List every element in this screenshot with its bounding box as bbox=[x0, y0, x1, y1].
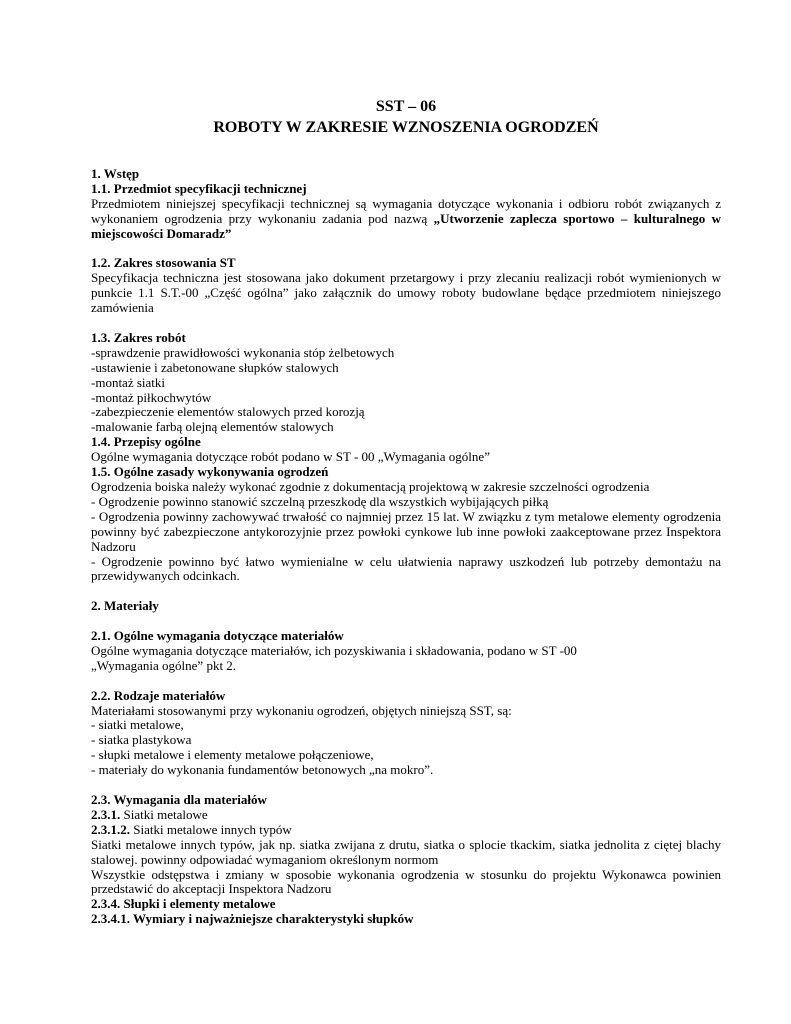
list-item: -montaż siatki bbox=[91, 374, 166, 390]
section-1-1-text: Przedmiotem niniejszej specyfikacji technicznej są wymagania dotyczące wykonania i odbioru robót związanych z wykonaniem ogrodzenia przy wykonaniu zadania pod nazwą „Utworzenie zaplecza sportowo – kulturalnego w miejscowości Domaradz” bbox=[91, 195, 721, 241]
project-name: „Utworzenie zaplecza sportowo – kulturalnego w miejscowości Domaradz” bbox=[91, 210, 721, 241]
section-1-1-heading: 1.1. Przedmiot specyfikacji technicznej bbox=[91, 180, 307, 196]
section-2-3-1: 2.3.1. Siatki metalowe bbox=[91, 806, 208, 822]
list-item: -montaż piłkochwytów bbox=[91, 389, 212, 405]
section-2-heading: 2. Materiały bbox=[91, 598, 159, 614]
document-code: SST – 06 bbox=[375, 98, 437, 115]
paragraph: Wszystkie odstępstwa i zmiany w sposobie wykonania ogrodzenia w stosunku do projektu Wykonawca powinien przedstawić do akceptacji Inspektora Nadzoru bbox=[91, 866, 721, 897]
section-2-3-4-1-heading: 2.3.4.1. Wymiary i najważniejsze charakterystyki słupków bbox=[91, 911, 414, 927]
list-item: -zabezpieczenie elementów stalowych przed korozją bbox=[91, 404, 365, 420]
list-item: - siatki metalowe, bbox=[91, 717, 184, 733]
document-title: ROBOTY W ZAKRESIE WZNOSZENIA OGRODZEŃ bbox=[213, 119, 599, 136]
list-item: -ustawienie i zabetonowane słupków stalowych bbox=[91, 359, 339, 375]
paragraph: - Ogrodzenie powinno być łatwo wymienialne w celu ułatwienia naprawy uszkodzeń lub potrzeby demontażu na przewidywanych odcinkach. bbox=[91, 553, 721, 584]
section-1-heading: 1. Wstęp bbox=[91, 166, 140, 181]
paragraph: Ogrodzenia boiska należy wykonać zgodnie z dokumentacją projektową w zakresie szczelności ogrodzenia bbox=[91, 479, 650, 494]
list-item: - materiały do wykonania fundamentów betonowych „na mokro”. bbox=[91, 762, 434, 778]
paragraph: - Ogrodzenia powinny zachowywać trwałość co najmniej przez 15 lat. W związku z tym metalowe elementy ogrodzenia powinny być zabezpieczone antykorozyjnie przez powłoki cynkowe lub inne powłoki zaakceptowane przez Inspektora Nadzoru bbox=[91, 508, 721, 554]
paragraph: „Wymagania ogólne” pkt 2. bbox=[91, 657, 237, 673]
list-item: -malowanie farbą olejną elementów stalowych bbox=[91, 419, 334, 435]
section-1-5-heading: 1.5. Ogólne zasady wykonywania ogrodzeń bbox=[91, 464, 329, 480]
list-item: -sprawdzenie prawidłowości wykonania stóp żelbetowych bbox=[91, 344, 395, 360]
paragraph: Siatki metalowe innych typów, jak np. siatka zwijana z drutu, siatka o splocie tkackim, siatka jednolita z ciętej blachy stalowej. powinny odpowiadać wymaganiom określonym normom bbox=[91, 836, 721, 867]
paragraph: - Ogrodzenie powinno stanowić szczelną przeszkodę dla wszystkich wybijających piłką bbox=[91, 493, 549, 509]
list-item: - słupki metalowe i elementy metalowe połączeniowe, bbox=[91, 747, 374, 763]
section-2-2-heading: 2.2. Rodzaje materiałów bbox=[91, 687, 226, 703]
section-2-3-heading: 2.3. Wymagania dla materiałów bbox=[91, 791, 267, 807]
section-1-2-heading: 1.2. Zakres stosowania ST bbox=[91, 255, 236, 271]
paragraph: Materiałami stosowanymi przy wykonaniu ogrodzeń, objętych niniejszą SST, są: bbox=[91, 702, 512, 718]
section-2-3-1-2: 2.3.1.2. Siatki metalowe innych typów bbox=[91, 821, 292, 837]
section-1-4-text: Ogólne wymagania dotyczące robót podano w ST - 00 „Wymagania ogólne” bbox=[91, 449, 490, 465]
document-page bbox=[91, 96, 721, 927]
list-item: - siatka plastykowa bbox=[91, 732, 192, 748]
paragraph: Ogólne wymagania dotyczące materiałów, ich pozyskiwania i składowania, podano w ST -00 bbox=[91, 642, 577, 658]
section-1-2-text: Specyfikacja techniczna jest stosowana jako dokument przetargowy i przy zlecaniu realizacji robót wymienionych w punkcie 1.1 S.T.-00 „Część ogólna” jako załącznik do umowy roboty budowlane będące przedmiotem niniejszego zamówienia bbox=[91, 270, 721, 316]
section-2-1-heading: 2.1. Ogólne wymagania dotyczące materiałów bbox=[91, 628, 344, 644]
section-2-3-4-heading: 2.3.4. Słupki i elementy metalowe bbox=[91, 896, 276, 912]
section-1-3-heading: 1.3. Zakres robót bbox=[91, 329, 186, 345]
section-1-4-heading: 1.4. Przepisy ogólne bbox=[91, 434, 201, 450]
